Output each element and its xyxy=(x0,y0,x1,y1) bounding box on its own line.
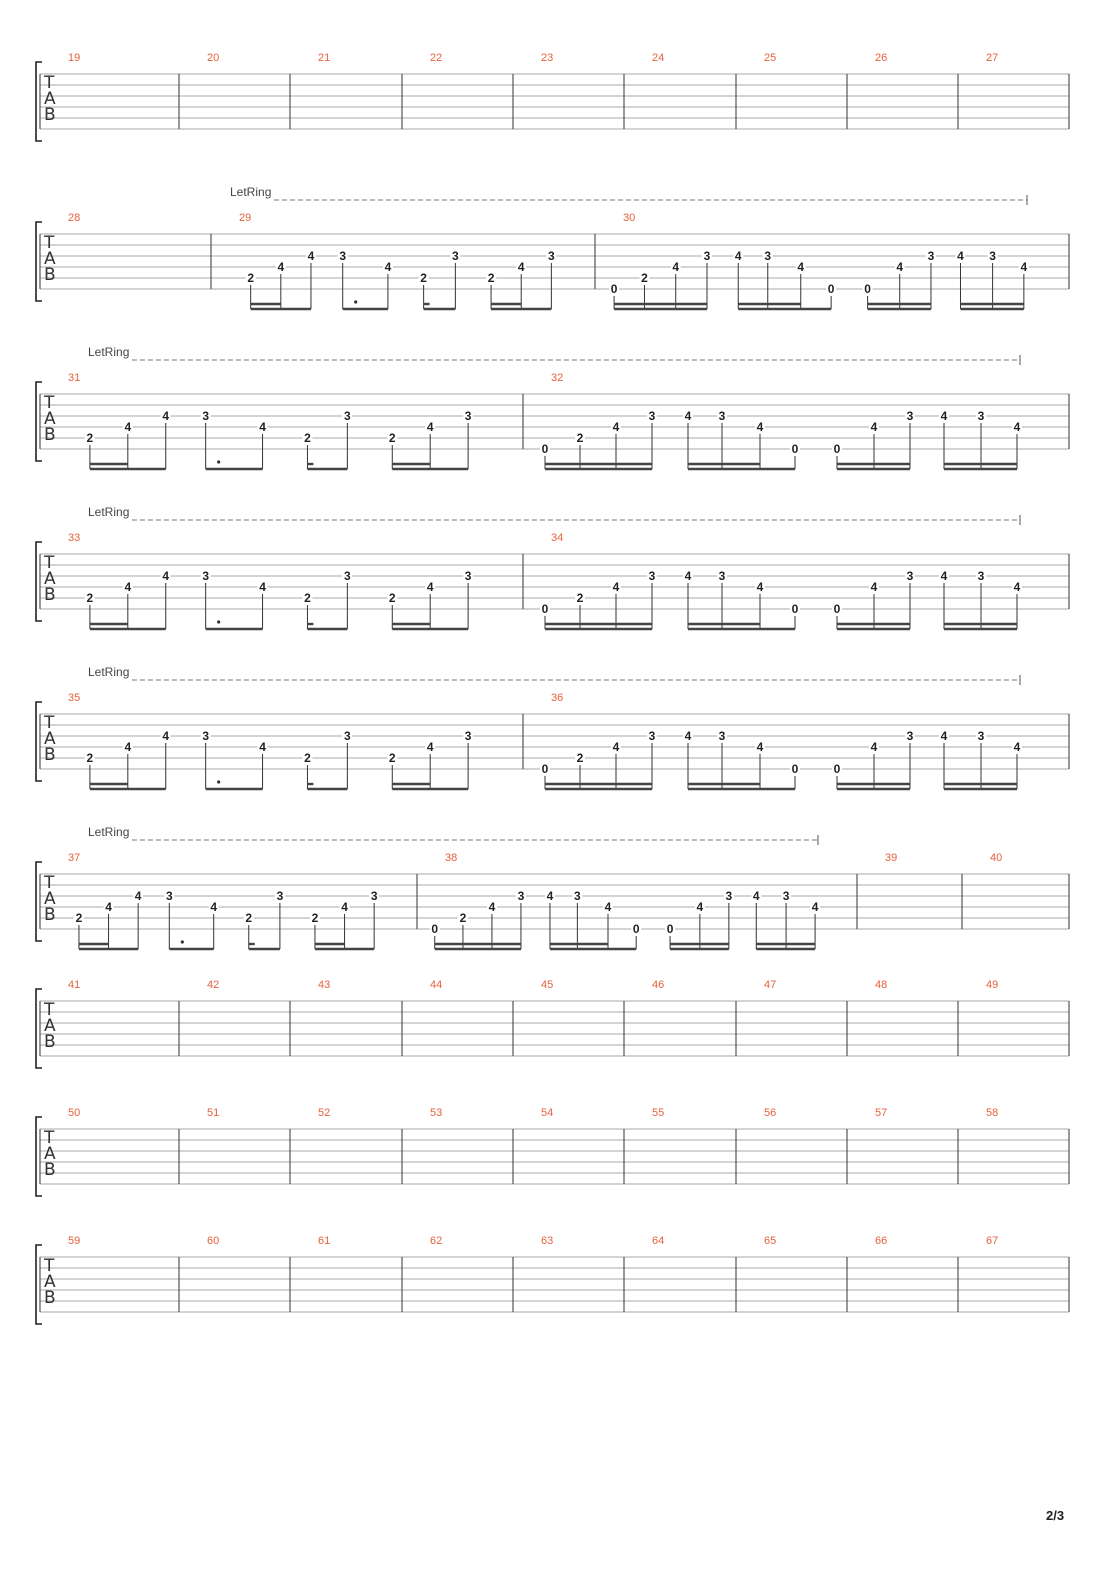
letring-label: LetRing xyxy=(88,665,130,679)
tab-system xyxy=(36,345,1069,469)
fret-number: 4 xyxy=(162,569,170,583)
fret-number: 0 xyxy=(431,922,439,936)
dot xyxy=(217,460,220,463)
fret-number: 3 xyxy=(782,889,790,903)
fret-number: 3 xyxy=(906,729,914,743)
fret-number: 2 xyxy=(75,911,83,925)
measure-number: 27 xyxy=(986,52,999,64)
fret-number: 3 xyxy=(276,889,284,903)
tab-clef-letter: A xyxy=(44,409,56,429)
fret-number: 3 xyxy=(718,729,726,743)
fret-number: 3 xyxy=(927,249,935,263)
fret-number: 3 xyxy=(464,409,472,423)
fret-number: 0 xyxy=(610,282,618,296)
fret-number: 4 xyxy=(734,249,742,263)
fret-number: 4 xyxy=(1013,420,1021,434)
fret-number: 2 xyxy=(576,751,584,765)
measure-number: 42 xyxy=(207,979,220,991)
fret-number: 3 xyxy=(202,569,210,583)
fret-number: 4 xyxy=(134,889,142,903)
tab-clef-letter: T xyxy=(44,73,55,93)
measure-number: 24 xyxy=(652,52,665,64)
measure-number: 25 xyxy=(764,52,777,64)
fret-number: 2 xyxy=(86,431,94,445)
fret-number: 3 xyxy=(344,729,351,743)
measure-number: 19 xyxy=(68,52,81,64)
fret-number: 3 xyxy=(452,249,459,263)
measure-number: 59 xyxy=(68,1235,81,1247)
fret-number: 4 xyxy=(940,729,948,743)
measure-number: 51 xyxy=(207,1107,220,1119)
measure-number: 26 xyxy=(875,52,888,64)
tab-clef-letter: A xyxy=(44,89,56,109)
letring-label: LetRing xyxy=(88,345,130,359)
fret-number: 0 xyxy=(833,762,841,776)
measure-number: 29 xyxy=(239,212,252,224)
fret-number: 3 xyxy=(370,889,378,903)
tab-system xyxy=(36,665,1069,789)
measure-number: 22 xyxy=(430,52,443,64)
fret-number: 3 xyxy=(718,569,726,583)
fret-number: 2 xyxy=(576,431,584,445)
measure-number: 66 xyxy=(875,1235,888,1247)
fret-number: 3 xyxy=(574,889,581,903)
fret-number: 4 xyxy=(870,420,878,434)
fret-number: 4 xyxy=(612,420,620,434)
fret-number: 4 xyxy=(696,900,704,914)
measure-number: 50 xyxy=(68,1107,81,1119)
measure-number: 60 xyxy=(207,1235,220,1247)
fret-number: 0 xyxy=(827,282,835,296)
fret-number: 2 xyxy=(420,271,427,285)
fret-number: 4 xyxy=(426,420,434,434)
fret-number: 3 xyxy=(718,409,726,423)
fret-number: 4 xyxy=(259,420,266,434)
fret-number: 0 xyxy=(791,602,799,616)
fret-number: 3 xyxy=(202,729,210,743)
tab-clef-letter: B xyxy=(44,1288,56,1308)
fret-number: 4 xyxy=(259,580,266,594)
fret-number: 3 xyxy=(703,249,711,263)
fret-number: 0 xyxy=(833,602,841,616)
fret-number: 4 xyxy=(341,900,348,914)
fret-number: 3 xyxy=(517,889,525,903)
fret-number: 3 xyxy=(906,409,914,423)
fret-number: 2 xyxy=(304,751,311,765)
tab-clef-letter: T xyxy=(44,1256,55,1276)
fret-number: 4 xyxy=(940,409,948,423)
fret-number: 3 xyxy=(977,409,985,423)
fret-number: 4 xyxy=(957,249,964,263)
fret-number: 4 xyxy=(1013,580,1021,594)
tab-clef-letter: A xyxy=(44,729,56,749)
fret-number: 4 xyxy=(1013,740,1021,754)
fret-number: 3 xyxy=(977,729,985,743)
fret-number: 0 xyxy=(666,922,674,936)
measure-number: 34 xyxy=(551,532,564,544)
fret-number: 0 xyxy=(791,762,799,776)
fret-number: 3 xyxy=(648,409,656,423)
fret-number: 4 xyxy=(756,740,764,754)
fret-number: 4 xyxy=(684,569,692,583)
fret-number: 2 xyxy=(487,271,495,285)
fret-number: 2 xyxy=(388,431,396,445)
fret-number: 0 xyxy=(864,282,871,296)
measure-number: 39 xyxy=(885,852,898,864)
tab-clef-letter: B xyxy=(44,265,56,285)
fret-number: 3 xyxy=(202,409,210,423)
measure-number: 20 xyxy=(207,52,220,64)
fret-number: 3 xyxy=(977,569,985,583)
fret-number: 4 xyxy=(105,900,112,914)
fret-number: 4 xyxy=(210,900,218,914)
measure-number: 47 xyxy=(764,979,777,991)
tab-clef-letter: T xyxy=(44,1000,55,1020)
tab-clef-letter: T xyxy=(44,393,55,413)
tab-clef-letter: A xyxy=(44,889,56,909)
measure-number: 30 xyxy=(623,212,636,224)
fret-number: 4 xyxy=(684,729,692,743)
fret-number: 4 xyxy=(684,409,692,423)
tab-clef-letter: B xyxy=(44,905,56,925)
fret-number: 2 xyxy=(311,911,319,925)
tab-system xyxy=(36,1235,1069,1324)
fret-number: 2 xyxy=(247,271,255,285)
fret-number: 4 xyxy=(426,580,434,594)
measure-number: 37 xyxy=(68,852,81,864)
letring-label: LetRing xyxy=(230,185,272,199)
measure-number: 48 xyxy=(875,979,888,991)
dot xyxy=(354,300,357,303)
measure-number: 23 xyxy=(541,52,554,64)
fret-number: 4 xyxy=(811,900,819,914)
tab-clef-letter: A xyxy=(44,1272,56,1292)
measure-number: 53 xyxy=(430,1107,443,1119)
measure-number: 35 xyxy=(68,692,81,704)
fret-number: 0 xyxy=(541,602,549,616)
fret-number: 4 xyxy=(896,260,904,274)
measure-number: 38 xyxy=(445,852,458,864)
measure-number: 67 xyxy=(986,1235,999,1247)
fret-number: 4 xyxy=(124,580,132,594)
measure-number: 61 xyxy=(318,1235,331,1247)
fret-number: 4 xyxy=(384,260,392,274)
letring-label: LetRing xyxy=(88,825,130,839)
fret-number: 4 xyxy=(277,260,285,274)
fret-number: 4 xyxy=(488,900,496,914)
measure-number: 64 xyxy=(652,1235,665,1247)
fret-number: 4 xyxy=(259,740,266,754)
fret-number: 0 xyxy=(541,442,549,456)
fret-number: 3 xyxy=(344,569,351,583)
tab-system xyxy=(36,825,1069,949)
fret-number: 3 xyxy=(344,409,351,423)
measure-number: 28 xyxy=(68,212,81,224)
tab-clef-letter: B xyxy=(44,105,56,125)
measure-number: 46 xyxy=(652,979,665,991)
fret-number: 4 xyxy=(756,420,764,434)
fret-number: 3 xyxy=(165,889,173,903)
fret-number: 2 xyxy=(576,591,584,605)
fret-number: 3 xyxy=(339,249,347,263)
fret-number: 4 xyxy=(870,740,878,754)
fret-number: 2 xyxy=(86,751,94,765)
tab-clef-letter: B xyxy=(44,585,56,605)
measure-number: 32 xyxy=(551,372,564,384)
measure-number: 43 xyxy=(318,979,331,991)
tab-system xyxy=(36,185,1069,309)
fret-number: 4 xyxy=(546,889,554,903)
measure-number: 62 xyxy=(430,1235,443,1247)
fret-number: 3 xyxy=(725,889,733,903)
fret-number: 0 xyxy=(632,922,640,936)
measure-number: 41 xyxy=(68,979,81,991)
measure-number: 36 xyxy=(551,692,564,704)
fret-number: 4 xyxy=(756,580,764,594)
fret-number: 3 xyxy=(989,249,996,263)
measure-number: 57 xyxy=(875,1107,888,1119)
tab-system xyxy=(36,1107,1069,1196)
measure-number: 44 xyxy=(430,979,443,991)
tab-clef-letter: T xyxy=(44,553,55,573)
fret-number: 2 xyxy=(304,591,311,605)
measure-number: 31 xyxy=(68,372,81,384)
fret-number: 4 xyxy=(307,249,315,263)
fret-number: 2 xyxy=(86,591,94,605)
measure-number: 58 xyxy=(986,1107,999,1119)
measure-number: 33 xyxy=(68,532,81,544)
fret-number: 4 xyxy=(797,260,805,274)
fret-number: 4 xyxy=(426,740,434,754)
tab-clef-letter: T xyxy=(44,233,55,253)
fret-number: 4 xyxy=(940,569,948,583)
measure-number: 55 xyxy=(652,1107,665,1119)
fret-number: 4 xyxy=(517,260,525,274)
dot xyxy=(217,620,220,623)
tab-system xyxy=(36,52,1069,141)
tab-clef-letter: T xyxy=(44,1128,55,1148)
fret-number: 4 xyxy=(612,580,620,594)
fret-number: 4 xyxy=(612,740,620,754)
tab-clef-letter: T xyxy=(44,873,55,893)
fret-number: 4 xyxy=(124,740,132,754)
fret-number: 3 xyxy=(464,569,472,583)
fret-number: 4 xyxy=(1020,260,1028,274)
tab-clef-letter: T xyxy=(44,713,55,733)
letring-label: LetRing xyxy=(88,505,130,519)
measure-number: 63 xyxy=(541,1235,554,1247)
tab-clef-letter: B xyxy=(44,1160,56,1180)
tab-system xyxy=(36,505,1069,629)
fret-number: 3 xyxy=(548,249,555,263)
dot xyxy=(217,780,220,783)
fret-number: 3 xyxy=(648,569,656,583)
measure-number: 40 xyxy=(990,852,1003,864)
fret-number: 4 xyxy=(672,260,680,274)
fret-number: 0 xyxy=(791,442,799,456)
fret-number: 0 xyxy=(833,442,841,456)
fret-number: 4 xyxy=(124,420,132,434)
fret-number: 3 xyxy=(464,729,472,743)
measure-number: 49 xyxy=(986,979,999,991)
measure-number: 65 xyxy=(764,1235,777,1247)
tab-clef-letter: B xyxy=(44,425,56,445)
fret-number: 0 xyxy=(541,762,549,776)
measure-number: 52 xyxy=(318,1107,331,1119)
fret-number: 2 xyxy=(245,911,253,925)
tab-clef-letter: A xyxy=(44,569,56,589)
fret-number: 2 xyxy=(641,271,648,285)
fret-number: 2 xyxy=(304,431,311,445)
tab-clef-letter: A xyxy=(44,1144,56,1164)
fret-number: 4 xyxy=(162,409,170,423)
fret-number: 3 xyxy=(906,569,914,583)
fret-number: 4 xyxy=(162,729,170,743)
dot xyxy=(181,940,184,943)
fret-number: 4 xyxy=(752,889,760,903)
tab-clef-letter: B xyxy=(44,745,56,765)
measure-number: 45 xyxy=(541,979,554,991)
measure-number: 56 xyxy=(764,1107,777,1119)
tab-clef-letter: B xyxy=(44,1032,56,1052)
fret-number: 2 xyxy=(459,911,467,925)
fret-number: 2 xyxy=(388,751,396,765)
fret-number: 3 xyxy=(648,729,656,743)
tab-clef-letter: A xyxy=(44,1016,56,1036)
tab-system xyxy=(36,979,1069,1068)
page-number: 2/3 xyxy=(1046,1508,1065,1523)
fret-number: 2 xyxy=(388,591,396,605)
fret-number: 3 xyxy=(764,249,772,263)
measure-number: 21 xyxy=(318,52,331,64)
fret-number: 4 xyxy=(870,580,878,594)
fret-number: 4 xyxy=(604,900,612,914)
tab-clef-letter: A xyxy=(44,249,56,269)
measure-number: 54 xyxy=(541,1107,554,1119)
